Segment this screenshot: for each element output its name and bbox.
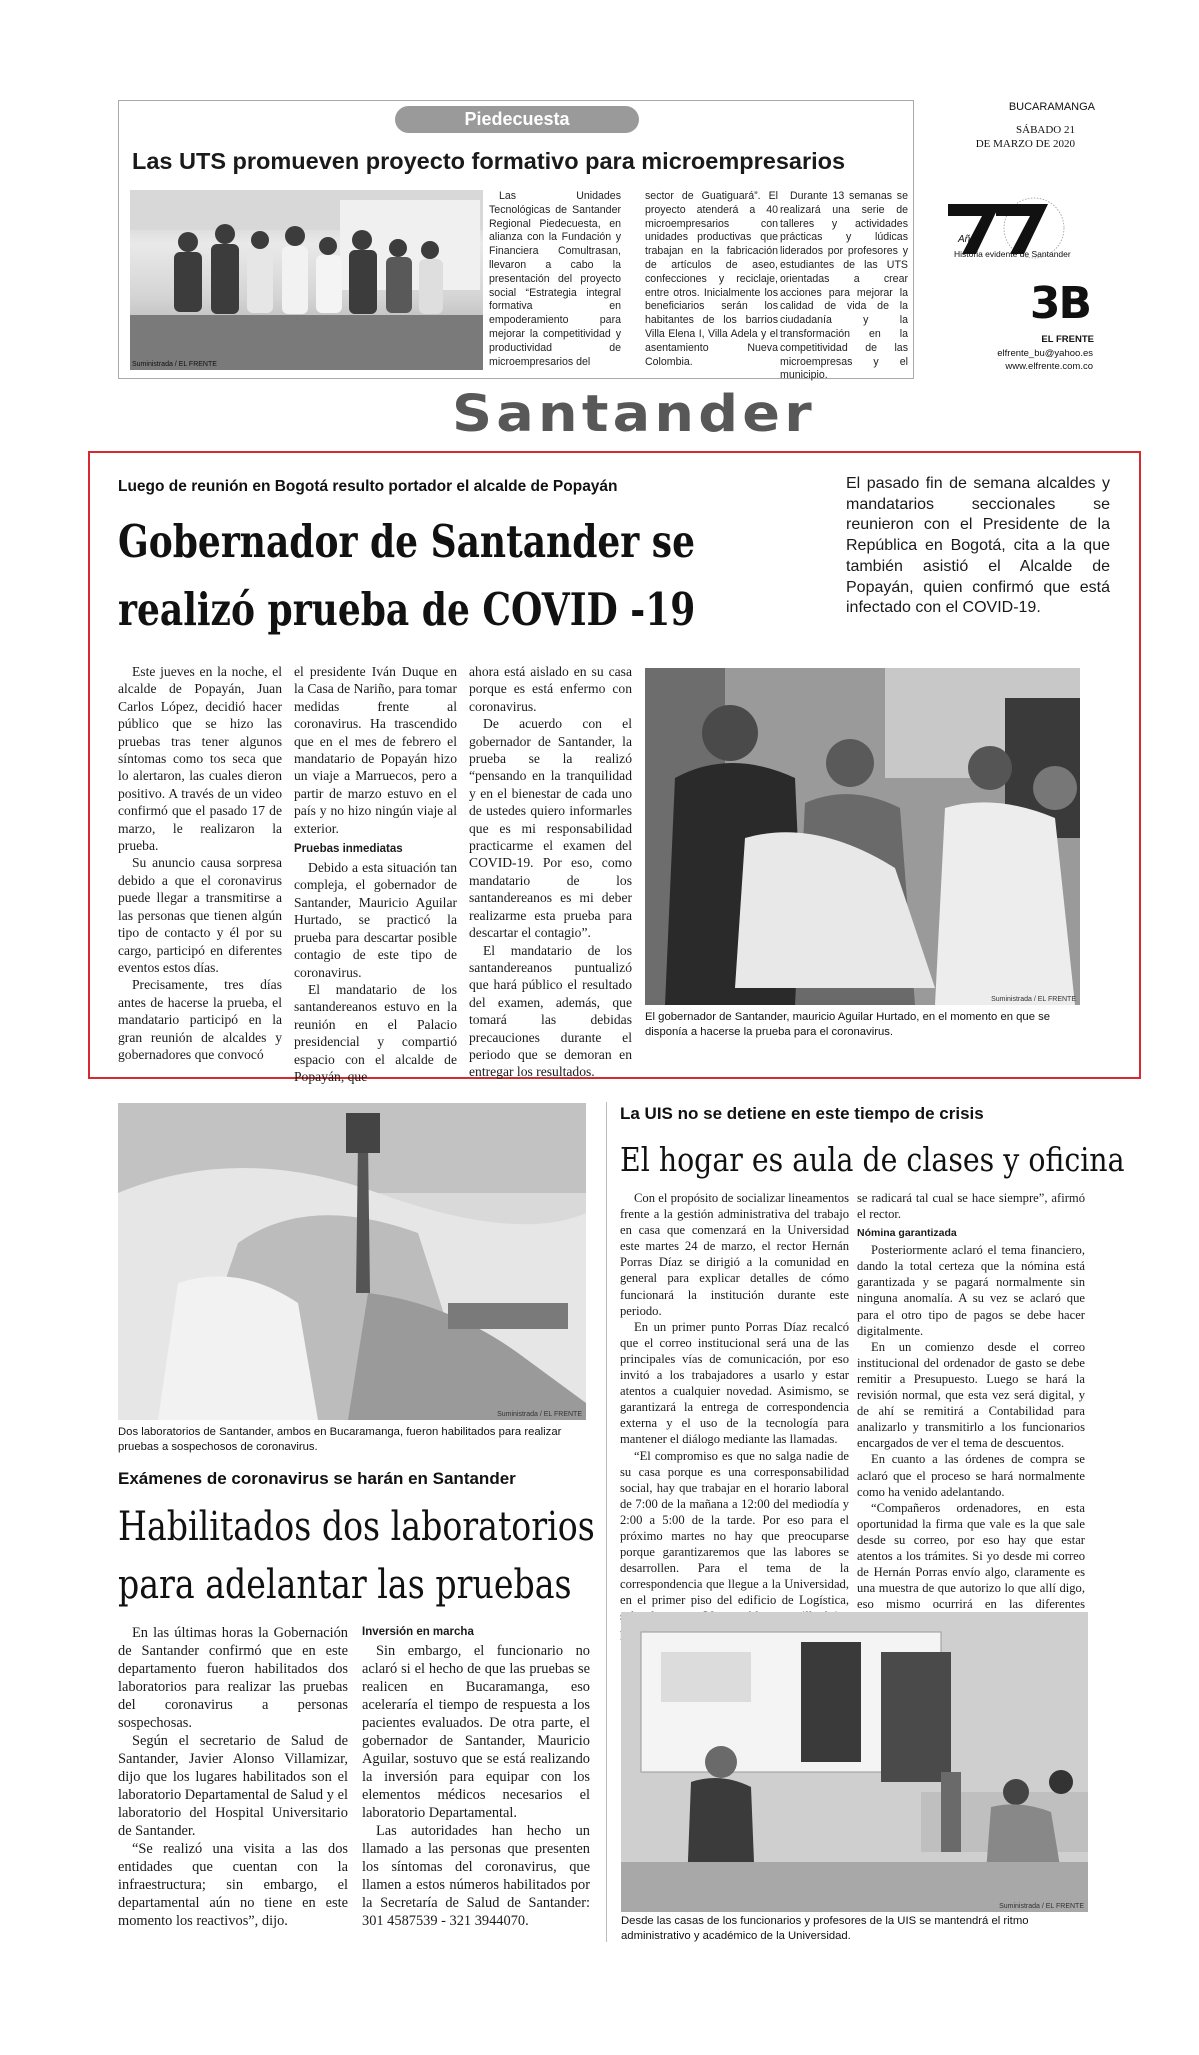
top-col-3-text: Durante 13 semanas se realizará una serie de talleres y actividades prácticas y lúdicas liderados por profesores y estudiantes de las UTS orientadas a crear acciones para mejorar la calidad de vida de la ciudadanía y la transformación en la competitividad de las microempresas y el municipio. <box>780 190 908 382</box>
top-col-2-text: sector de Guatiguará”. El proyecto atenderá a 40 microempresarios con unidades productivas que trabajan en la fabricación de artículos de aseo, confecciones y reciclaje, entre otros. Inicialmente los beneficiarios serán los habitantes de los barrios Villa Elena I, Villa Adela y el asentamiento Nueva Colombia. <box>645 190 778 368</box>
contact-email: elfrente_bu@yahoo.es <box>997 348 1093 359</box>
governor-photo <box>645 668 1080 1005</box>
lab-col-2-subhead: Inversión en marcha <box>362 1626 474 1638</box>
uis-col-1 <box>620 1190 849 1608</box>
main-col-1 <box>118 663 282 1071</box>
lab-headline-2: para adelantar las pruebas <box>118 1562 572 1608</box>
brand-name: EL FRENTE <box>1041 334 1094 345</box>
uis-col-1-p1: Con el propósito de socializar lineamentos frente a la gestión administrativa del trabajo en casa que comenzará en la Universidad este martes 24 de marzo, el rector Hernán Porras Díaz se dirigió a la comunidad en general para explicar detalles de cómo funcionará la institución durante este periodo. <box>620 1191 849 1318</box>
main-col-3 <box>469 663 632 1080</box>
uis-col-1-p2: En un primer punto Porras Díaz recalcó que el correo institucional será una de las principales vías de comunicación, por eso invitó a los trabajadores a usarlo y estar atentos a cualquier novedad. Asimismo, se garantizará la entrega de correspondencia externa y el uso de la tecnología para mantener el diálogo mediante las llamadas. <box>620 1319 849 1447</box>
masthead-date-2: DE MARZO DE 2020 <box>975 138 1075 150</box>
lab-photo-credit: Suministrada / EL FRENTE <box>497 1411 582 1418</box>
main-lead: El pasado fin de semana alcaldes y mandatarios seccionales se reunieron con el Presidente de la República en Bogotá, cita a la que también asistió el Alcalde de Popayán, quien confirmó que está infectado con el COVID-19. <box>846 475 1110 617</box>
uis-col-2-p4: En cuanto a las órdenes de compra se aclaró que el proceso se hará normalmente como ha venido adelantando. <box>857 1452 1085 1499</box>
section-title: Santander <box>452 385 816 444</box>
main-kicker: Luego de reunión en Bogotá resulto portador el alcalde de Popayán <box>118 478 618 495</box>
uts-group-photo <box>130 190 483 370</box>
main-col-3-p1: ahora está aislado en su casa porque es está enfermo con coronavirus. <box>469 664 632 714</box>
uis-kicker: La UIS no se detiene en este tiempo de crisis <box>620 1104 984 1123</box>
top-photo-credit: Suministrada / EL FRENTE <box>132 361 217 368</box>
main-col-1-p2: Su anuncio causa sorpresa debido a que el coronavirus puede llegar a transmitirse a las personas que tienen algún tipo de contacto y él por su cargo, participó en diferentes eventos estos días. <box>118 855 282 975</box>
main-col-2-p2: Debido a esta situación tan compleja, el gobernador de Santander, Mauricio Aguilar Hurtado, se practicó la prueba para descartar posible contagio de este tipo de coronavirus. <box>294 860 457 980</box>
main-col-2-p1: el presidente Iván Duque en la Casa de Nariño, para tomar medidas frente al coronavirus. Ha trascendido que en el mes de febrero el mandatario de Popayán hizo un viaje a Marruecos, pero a partir de marzo estuvo en el país y no hizo ningún viaje al exterior. <box>294 664 457 836</box>
lab-headline-1: Habilitados dos laboratorios <box>118 1504 595 1550</box>
uis-photo-caption: Desde las casas de los funcionarios y profesores de la UIS se mantendrá el ritmo administrativo y académico de la Universidad. <box>621 1915 1029 1942</box>
anniversary-logo <box>942 196 1097 268</box>
uis-headline: El hogar es aula de clases y oficina <box>620 1140 1125 1179</box>
top-col-1 <box>489 190 621 374</box>
main-col-2-subhead: Pruebas inmediatas <box>294 843 403 856</box>
section-tab-label: Piedecuesta <box>464 109 570 129</box>
lab-kicker: Exámenes de coronavirus se harán en Santander <box>118 1469 516 1488</box>
uis-col-2-p2: Posteriormente aclaró el tema financiero, dando la total certeza que la nómina está garantizada y se pagará normalmente sin ninguna anomalía. A su vez se aclaró que para el otro tipo de pagos se debe hacer digitalmente. <box>857 1243 1085 1338</box>
website-link[interactable]: www.elfrente.com.co <box>1005 361 1093 372</box>
top-col-3 <box>780 190 908 382</box>
lab-col-2 <box>362 1624 590 1944</box>
section-tab <box>395 106 639 133</box>
logo-tagline: Historia evidente de Santander <box>954 249 1071 259</box>
section-title-bar <box>452 385 908 444</box>
main-col-2 <box>294 663 457 1084</box>
uis-photo-credit: Suministrada / EL FRENTE <box>999 1903 1084 1910</box>
main-col-3-p2: De acuerdo con el gobernador de Santander, la prueba se la realizó “pensando en la tranquilidad y en el bienestar de cada uno de ustedes quiero informarles que es mi responsabilidad practicarme el examen del COVID-19. Por eso, como mandatario de los santandereanos es mi deber realizarme esta prueba para descartar el contagio”. <box>469 716 632 941</box>
page-number: 3B <box>1029 278 1090 329</box>
main-col-2-p3: El mandatario de los santandereanos estuvo en la reunión en el Palacio presidencial y compartió espacio con el alcalde de Popayán, que <box>294 981 457 1084</box>
main-headline-1: Gobernador de Santander se <box>118 515 695 568</box>
column-divider <box>606 1102 607 1942</box>
top-headline: Las UTS promueven proyecto formativo para microempresarios <box>132 148 846 174</box>
main-headline-2: realizó prueba de COVID -19 <box>118 583 696 636</box>
lab-col-1-p2: Según el secretario de Salud de Santander, Javier Alonso Villamizar, dijo que los lugares habilitados son el laboratorio Departamental de Salud y el laboratorio del Hospital Universitario de Santander. <box>118 1733 348 1839</box>
logo-anos: Años <box>958 234 981 245</box>
uis-col-2 <box>857 1190 1085 1612</box>
masthead-city: BUCARAMANGA <box>1008 101 1095 113</box>
main-col-1-p3: Precisamente, tres días antes de hacerse la prueba, el mandatario participó en la gran reunión de alcaldes y gobernadores que convocó <box>118 977 282 1062</box>
top-col-1-text: Las Unidades Tecnológicas de Santander Regional Piedecuesta, en alianza con la Fundación y Financiera Comultrasan, llevaron a cabo la presentación del proyecto social “Estrategia integral formativa en empoderamiento para mejorar la competitividad y productividad de microempresarios del <box>489 190 621 368</box>
lab-photo <box>118 1103 586 1420</box>
main-photo-caption: El gobernador de Santander, mauricio Aguilar Hurtado, en el momento en que se disponía a hacerse la prueba para el coronavirus. <box>645 1011 1051 1038</box>
masthead-date-1: SÁBADO 21 <box>1016 124 1075 136</box>
main-photo-credit: Suministrada / EL FRENTE <box>991 996 1076 1003</box>
top-col-2 <box>645 190 778 374</box>
uis-classroom-photo <box>621 1612 1088 1912</box>
uis-col-1-p3: “El compromiso es que no salga nadie de su casa porque es una corresponsabilidad social, hay que trabajar en el horario laboral de 7:00 de la mañana a 12:00 del mediodía y 2:00 a 5:00 de la tarde. Por eso para el próximo martes no hay que preocuparse porque garantizaremos que las labores se desarrollen. Para el tema de la correspondencia que llegue a la Universidad, en el primer piso del edificio de Logística, <box>620 1448 849 1608</box>
lab-photo-caption: Dos laboratorios de Santander, ambos en Bucaramanga, fueron habilitados para realizar pruebas a sospechosos de coronavirus. <box>118 1426 562 1453</box>
lab-col-1 <box>118 1624 348 1944</box>
main-col-3-p3: El mandatario de los santandereanos puntualizó que hará público el resultado del examen, además, que tomará las debidas precauciones durante el periodo que se demoran en entregar los resultados. <box>469 942 632 1080</box>
lab-col-2-p2: Las autoridades han hecho un llamado a las personas que presenten los síntomas del coronavirus, que llamen a estos números habilitados por la Secretaría de Salud de Santander: 301 4587539 - 321 3944070. <box>362 1823 590 1929</box>
uis-col-2-p1: se radicará tal cual se hace siempre”, afirmó el rector. <box>857 1191 1085 1222</box>
uis-col-2-subhead: Nómina garantizada <box>857 1227 957 1240</box>
lab-col-1-p1: En las últimas horas la Gobernación de Santander confirmó que en este departamento fueron habilitados dos laboratorios para realizar las pruebas del coronavirus a personas sospechosas. <box>118 1625 348 1731</box>
lab-col-2-p1: Sin embargo, el funcionario no aclaró si el hecho de que las pruebas se realicen en Bucaramanga, eso aceleraría el tiempo de respuesta a los pacientes evaluados. De otra parte, el gobernador de Santander, Mauricio Aguilar, sostuvo que se está realizando la inversión para equipar con los elementos médicos necesarios el laboratorio Departamental. <box>362 1643 590 1821</box>
uis-col-2-p3: En un comienzo desde el correo institucional del ordenador de gasto se debe remitir a Presupuesto. Luego se hará la revisión normal, que esta vez será digital, y de ahí se remitirá a Contabilidad para analizarlo y transmitirlo a los funcionarios encargados de ver el tema de descuentos. <box>857 1339 1085 1451</box>
uis-col-2-p5: “Compañeros ordenadores, en esta oportunidad la firma que vale es la que sale desde su correo, por eso hay que estar atentos a los trámites. Si yo desde mi correo de Hernán Porras envío algo, claramente es una muestra de que autorizo lo que allí digo, eso mismo ocurrirá en las diferentes <box>857 1500 1085 1612</box>
main-col-1-p1: Este jueves en la noche, el alcalde de Popayán, Juan Carlos López, decidió hacer público que se hizo las pruebas tras tener algunos síntomas como tos seca que lo alertaron, las cuales dieron positivo. A través de un video confirmó que el pasado 17 de marzo, le realizaron la prueba. <box>118 664 282 854</box>
lab-col-1-p3: “Se realizó una visita a las dos entidades que cuentan con la infraestructura; sin embargo, el departamental aún no tiene en este momento los reactivos”, dijo. <box>118 1841 348 1929</box>
